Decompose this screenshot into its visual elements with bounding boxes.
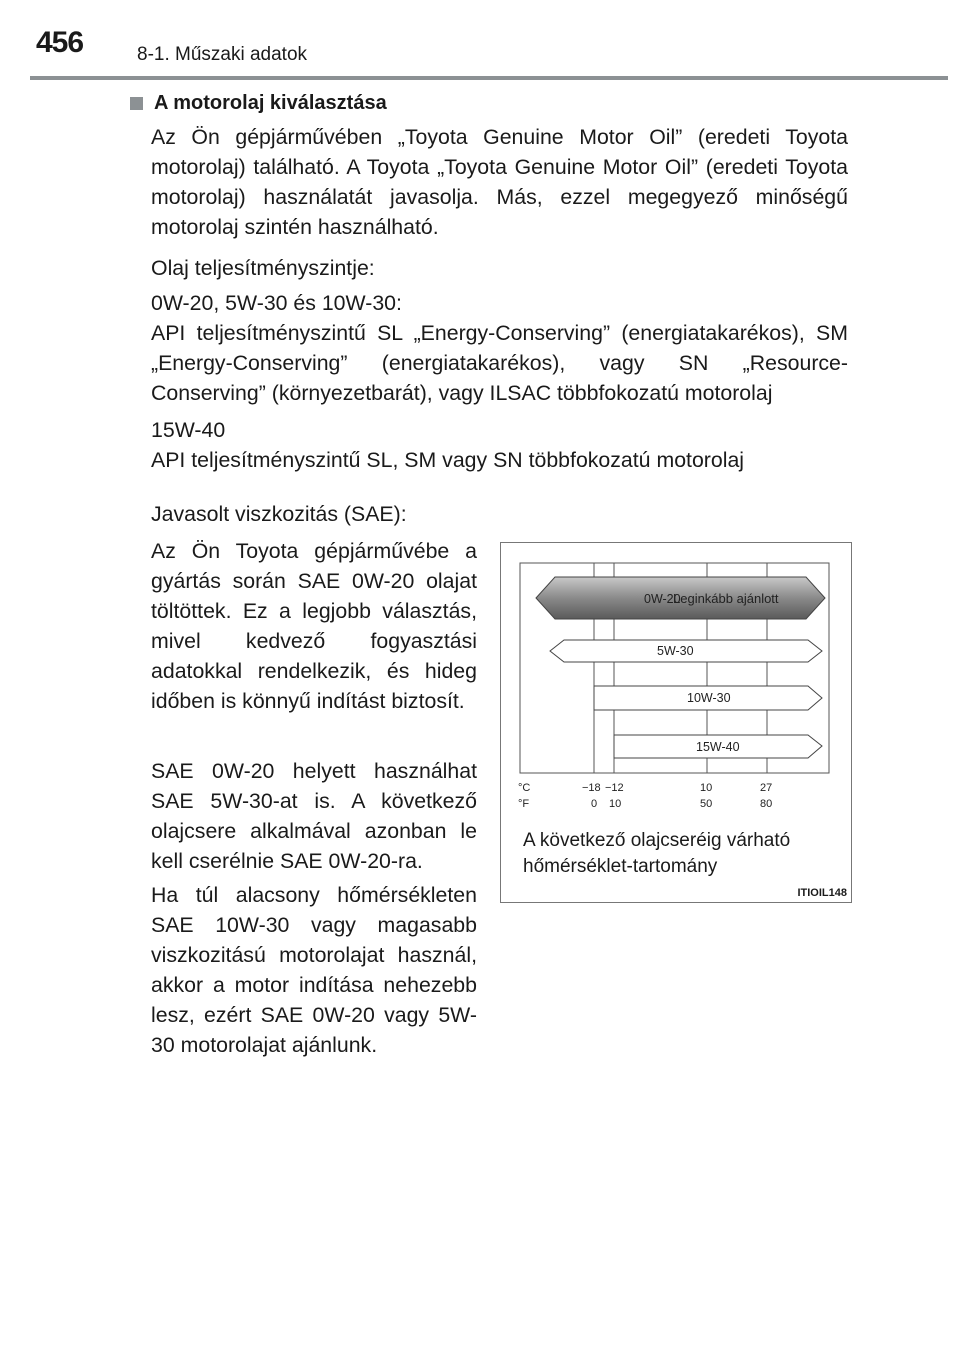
grades-2-text: API teljesítményszintű SL, SM vagy SN többfokozatú motorolaj [151, 448, 745, 472]
bar-5w30-grade: 5W-30 [657, 644, 694, 658]
grades-block-2 [151, 415, 848, 475]
page-number: 456 [36, 26, 84, 59]
grades-1-text: API teljesítményszintű SL „Energy-Conserving” (energiatakarékos), SM „Energy-Conserving” (energiatakarékos), vagy SN „Resource-Conserving” (környezetbarát), vagy ILSAC többfokozatú motorolaj [151, 321, 848, 405]
section-title: 8-1. Műszaki adatok [137, 44, 308, 65]
column-paragraph-1: Az Ön Toyota gépjárművébe a gyártás során SAE 0W-20 olajat töltöttek. Ez a legjobb választás, mivel kedvező fogyasztási adatokkal rendelkezik, és hideg időben is könnyű indítást biztosít. [151, 539, 477, 713]
grades-1-title: 0W-20, 5W-30 és 10W-30: [151, 291, 402, 315]
tick-f-50: 50 [700, 798, 713, 810]
figure-code: ITIOIL148 [797, 887, 847, 899]
tick-f-80: 80 [760, 798, 773, 810]
bar-15w40-grade: 15W-40 [696, 740, 740, 754]
oil-level-label: Olaj teljesítményszintje: [151, 256, 375, 280]
bar-0w20-grade: 0W-20 [644, 592, 681, 606]
figure-caption: A következő olajcseréig várható hőmérséklet-tartomány [523, 830, 791, 877]
column-paragraph-2: SAE 0W-20 helyett használhat SAE 5W-30-at is. A következő olajcsere alkalmával azonban le kell cserélnie SAE 0W-20-ra. [151, 759, 477, 873]
grades-2-title: 15W-40 [151, 418, 226, 442]
tick-f-0: 0 [591, 798, 598, 810]
tick-c-10: 10 [700, 782, 713, 794]
tick-c-minus18: −18 [582, 782, 601, 794]
viscosity-label: Javasolt viszkozitás (SAE): [151, 502, 407, 526]
grades-block-1 [151, 288, 848, 408]
intro-paragraph: Az Ön gépjárművében „Toyota Genuine Motor Oil” (eredeti Toyota motorolaj) található. A Toyota „Toyota Genuine Motor Oil” (eredeti Toyota motorolaj) használatát javasolja. Más, ezzel megegyező minőségű motorolaj szintén használható. [151, 125, 848, 239]
square-bullet-icon [130, 97, 143, 110]
heading-text: A motorolaj kiválasztása [154, 92, 387, 114]
tick-c-27: 27 [760, 782, 773, 794]
tick-c-minus12: −12 [605, 782, 624, 794]
unit-celsius: °C [518, 782, 531, 794]
heading [130, 92, 387, 115]
column-paragraph-3: Ha túl alacsony hőmérsékleten SAE 10W-30 vagy magasabb viszkozitású motorolajat használ, akkor a motor indítása nehezebb lesz, ezért SAE 0W-20 vagy 5W-30 motorolajat ajánlunk. [151, 883, 477, 1057]
bar-10w30-grade: 10W-30 [687, 691, 731, 705]
viscosity-figure [500, 542, 852, 903]
header-rule [30, 76, 948, 80]
tick-f-10: 10 [609, 798, 622, 810]
bar-0w20-note: Leginkább ajánlott [673, 591, 779, 606]
unit-fahrenheit: °F [518, 798, 530, 810]
